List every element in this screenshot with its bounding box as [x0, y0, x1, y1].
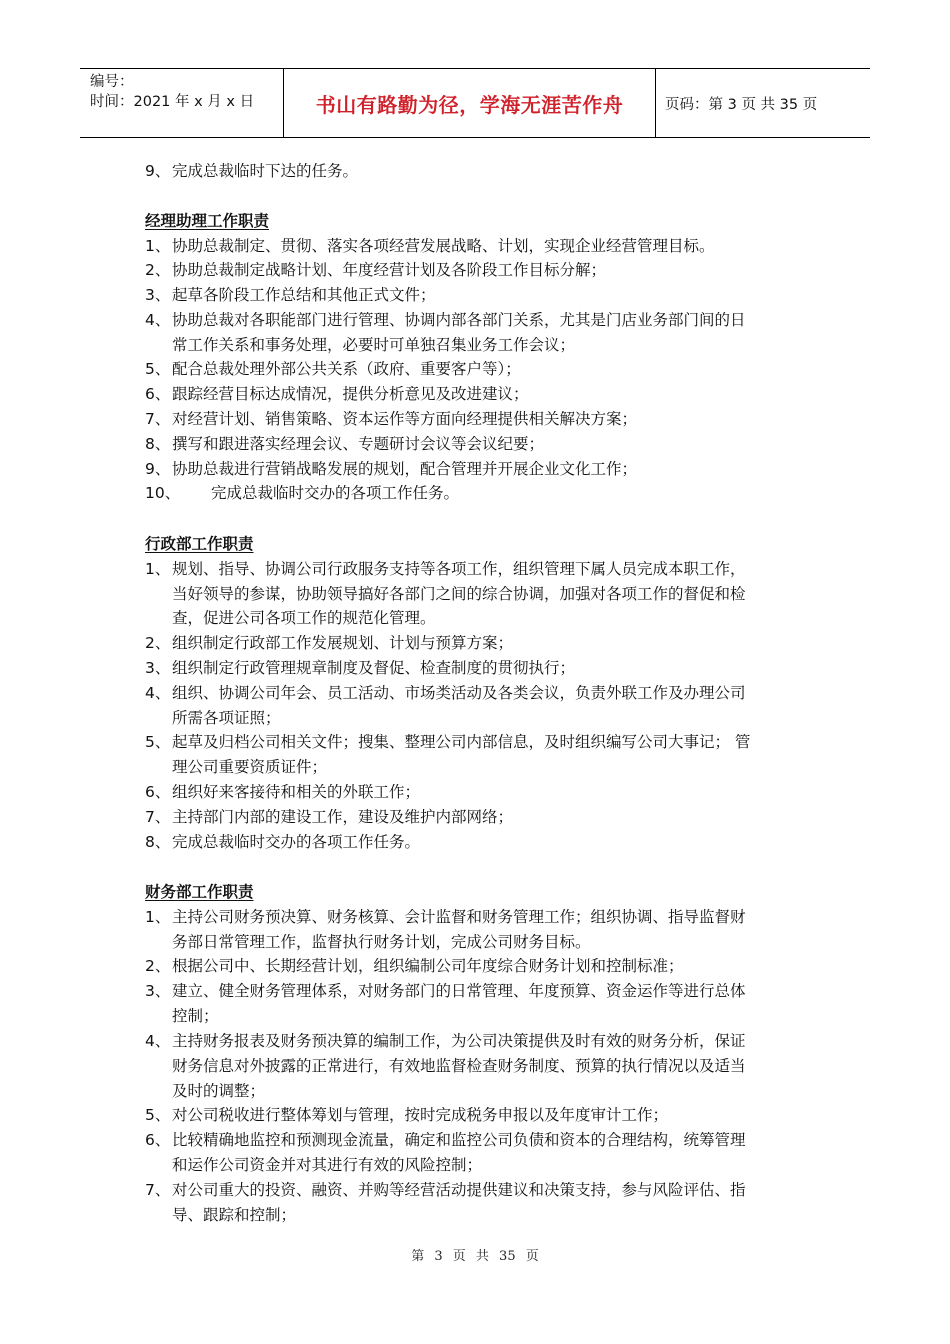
- list-item-text: 起草及归档公司相关文件；搜集、整理公司内部信息，及时组织编写公司大事记； 管: [172, 733, 751, 751]
- list-item-number: 9、: [145, 162, 171, 180]
- list-item-continuation: 所需各项证照；: [172, 709, 281, 727]
- list-item-number: 6、: [145, 385, 171, 403]
- list-item-text: 撰写和跟进落实经理会议、专题研讨会议等会议纪要；: [172, 435, 545, 453]
- header-page-info: 页码：第 3 页 共 35 页: [665, 96, 818, 113]
- list-item-number: 7、: [145, 410, 171, 428]
- list-item-text: 配合总裁处理外部公共关系（政府、重要客户等）；: [172, 360, 521, 378]
- list-item-text: 组织好来客接待和相关的外联工作；: [172, 783, 421, 801]
- list-item: [145, 309, 746, 331]
- list-item-number: 2、: [145, 261, 171, 279]
- list-item-continuation: 及时的调整；: [172, 1082, 266, 1100]
- list-item: [145, 558, 746, 580]
- list-item: [145, 657, 575, 679]
- list-item-number: 2、: [145, 634, 171, 652]
- list-item: [145, 482, 459, 504]
- header-motto: 书山有路勤为径，学海无涯苦作舟: [283, 69, 656, 137]
- list-item-text: 主持公司财务预决算、财务核算、会计监督和财务管理工作；组织协调、指导监督财: [172, 908, 746, 926]
- list-item-number: 2、: [145, 957, 171, 975]
- list-item-number: 5、: [145, 360, 171, 378]
- header-meta: [80, 69, 283, 137]
- list-item-number: 1、: [145, 560, 171, 578]
- page-header: [80, 68, 870, 138]
- list-item-text: 对经营计划、销售策略、资本运作等方面向经理提供相关解决方案；: [172, 410, 638, 428]
- list-item-number: 8、: [145, 435, 171, 453]
- list-item: [145, 632, 513, 654]
- list-item-number: 5、: [145, 1106, 171, 1124]
- list-item-continuation: 控制；: [172, 1007, 219, 1025]
- list-item-text: 对公司税收进行整体筹划与管理，按时完成税务申报以及年度审计工作；: [172, 1106, 669, 1124]
- list-item-number: 3、: [145, 286, 171, 304]
- list-item-number: 7、: [145, 808, 171, 826]
- list-item-text: 比较精确地监控和预测现金流量，确定和监控公司负债和资本的合理结构，统筹管理: [172, 1131, 746, 1149]
- list-item-number: 9、: [145, 460, 171, 478]
- list-item-number: 6、: [145, 1131, 171, 1149]
- list-item-number: 3、: [145, 982, 171, 1000]
- list-item-continuation: 查，促进公司各项工作的规范化管理。: [172, 609, 436, 627]
- list-item-text: 建立、健全财务管理体系，对财务部门的日常管理、年度预算、资金运作等进行总体: [172, 982, 746, 1000]
- list-item: [145, 980, 746, 1002]
- section-title: 财务部工作职责: [145, 883, 254, 901]
- list-item: [145, 831, 420, 853]
- list-item-text: 起草各阶段工作总结和其他正式文件；: [172, 286, 436, 304]
- list-item: [145, 433, 544, 455]
- list-item: [145, 284, 436, 306]
- list-item-continuation: 务部日常管理工作，监督执行财务计划，完成公司财务目标。: [172, 933, 591, 951]
- list-item-continuation: 理公司重要资质证件；: [172, 758, 328, 776]
- list-item-text: 对公司重大的投资、融资、并购等经营活动提供建议和决策支持，参与风险评估、指: [172, 1181, 746, 1199]
- list-item-text: 根据公司中、长期经营计划，组织编制公司年度综合财务计划和控制标准；: [172, 957, 684, 975]
- list-item: [145, 731, 750, 753]
- list-item: [145, 408, 637, 430]
- list-item-number: 4、: [145, 684, 171, 702]
- list-item: [145, 358, 521, 380]
- list-item-number: 6、: [145, 783, 171, 801]
- list-item-text: 协助总裁制定、贯彻、落实各项经营发展战略、计划，实现企业经营管理目标。: [172, 237, 715, 255]
- list-item: [145, 160, 358, 182]
- list-item: [145, 1129, 746, 1151]
- list-item-number: 10、: [145, 484, 181, 502]
- list-item: [145, 1179, 746, 1201]
- list-item-text: 主持财务报表及财务预决算的编制工作，为公司决策提供及时有效的财务分析，保证: [172, 1032, 746, 1050]
- page-footer: 第 3 页 共 35 页: [411, 1249, 539, 1264]
- list-item-number: 7、: [145, 1181, 171, 1199]
- list-item: [145, 383, 529, 405]
- list-item-continuation: 常工作关系和事务处理，必要时可单独召集业务工作会议；: [172, 336, 576, 354]
- list-item-text: 协助总裁对各职能部门进行管理、协调内部各部门关系，尤其是门店业务部门间的日: [172, 311, 746, 329]
- list-item: [145, 682, 746, 704]
- list-item: [145, 458, 637, 480]
- document-number-label: 编号：: [90, 74, 134, 90]
- list-item-text: 规划、指导、协调公司行政服务支持等各项工作，组织管理下属人员完成本职工作，: [172, 560, 746, 578]
- list-item-number: 4、: [145, 311, 171, 329]
- list-item-text: 完成总裁临时交办的各项工作任务。: [211, 484, 460, 502]
- section-title: 行政部工作职责: [145, 535, 254, 553]
- list-item-number: 1、: [145, 908, 171, 926]
- list-item: [145, 235, 715, 257]
- list-item: [145, 955, 684, 977]
- list-item-number: 3、: [145, 659, 171, 677]
- list-item-continuation: 和运作公司资金并对其进行有效的风险控制；: [172, 1156, 483, 1174]
- list-item-text: 跟踪经营目标达成情况，提供分析意见及改进建议；: [172, 385, 529, 403]
- list-item: [145, 259, 606, 281]
- list-item-text: 协助总裁制定战略计划、年度经营计划及各阶段工作目标分解；: [172, 261, 607, 279]
- list-item-number: 4、: [145, 1032, 171, 1050]
- list-item-continuation: 财务信息对外披露的正常进行，有效地监督检查财务制度、预算的执行情况以及适当: [172, 1057, 746, 1075]
- list-item-number: 1、: [145, 237, 171, 255]
- list-item: [145, 906, 746, 928]
- list-item: [145, 806, 513, 828]
- list-item-text: 完成总裁临时交办的各项工作任务。: [172, 833, 421, 851]
- list-item-text: 完成总裁临时下达的任务。: [172, 162, 359, 180]
- list-item-continuation: 当好领导的参谋，协助领导搞好各部门之间的综合协调，加强对各项工作的督促和检: [172, 585, 746, 603]
- list-item-number: 8、: [145, 833, 171, 851]
- list-item-text: 组织制定行政部工作发展规划、计划与预算方案；: [172, 634, 514, 652]
- list-item-number: 5、: [145, 733, 171, 751]
- list-item-text: 协助总裁进行营销战略发展的规划，配合管理并开展企业文化工作；: [172, 460, 638, 478]
- list-item-text: 组织制定行政管理规章制度及督促、检查制度的贯彻执行；: [172, 659, 576, 677]
- list-item: [145, 1104, 668, 1126]
- list-item: [145, 781, 420, 803]
- list-item-text: 主持部门内部的建设工作，建设及维护内部网络；: [172, 808, 514, 826]
- document-date: 时间：2021 年 x 月 x 日: [90, 94, 255, 110]
- list-item-text: 组织、协调公司年会、员工活动、市场类活动及各类会议，负责外联工作及办理公司: [172, 684, 746, 702]
- section-title: 经理助理工作职责: [145, 212, 270, 230]
- list-item-continuation: 导、跟踪和控制；: [172, 1206, 297, 1224]
- list-item: [145, 1030, 746, 1052]
